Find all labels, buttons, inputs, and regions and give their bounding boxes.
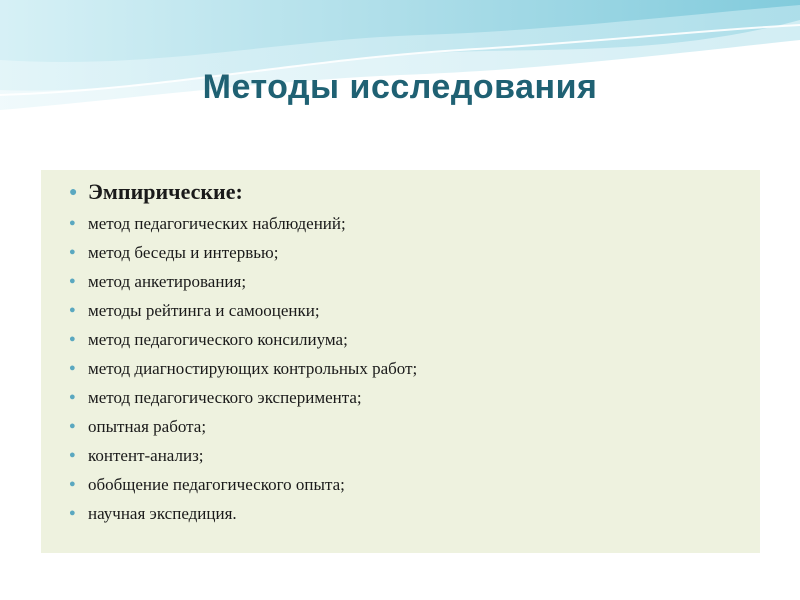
content-box [41,170,760,553]
list-item-text: опытная работа; [88,417,207,436]
list-item-text: метод анкетирования; [88,272,247,291]
bullet-icon: ● [69,478,76,490]
bullet-icon: ● [69,275,76,287]
list-item-text: метод педагогического консилиума; [88,330,348,349]
list-item [69,412,749,441]
list-item [69,441,749,470]
list-item [69,499,749,528]
list-item [69,354,749,383]
list-item-text: научная экспедиция. [88,504,237,523]
list-item-text: метод педагогических наблюдений; [88,214,346,233]
bullet-icon: ● [69,217,76,229]
bullet-icon: ● [69,185,78,200]
bullet-icon: ● [69,420,76,432]
list-item [69,470,749,499]
list-item-text: методы рейтинга и самооценки; [88,301,320,320]
list-item [69,325,749,354]
list-heading [69,178,749,205]
header-wave-decoration [0,0,800,130]
list-item-text: метод беседы и интервью; [88,243,279,262]
list-item [69,267,749,296]
list-item [69,296,749,325]
list-item-text: метод диагностирующих контрольных работ; [88,359,418,378]
bullet-icon: ● [69,507,76,519]
list-item [69,209,749,238]
list-item [69,383,749,412]
list-item [69,238,749,267]
bullet-icon: ● [69,391,76,403]
methods-list [69,178,749,528]
bullet-icon: ● [69,449,76,461]
bullet-icon: ● [69,304,76,316]
list-heading-text: Эмпирические: [88,179,243,204]
list-item-text: обобщение педагогического опыта; [88,475,345,494]
bullet-icon: ● [69,246,76,258]
list-item-text: контент-анализ; [88,446,204,465]
list-item-text: метод педагогического эксперимента; [88,388,362,407]
slide-title: Методы исследования [202,68,598,106]
bullet-icon: ● [69,362,76,374]
bullet-icon: ● [69,333,76,345]
